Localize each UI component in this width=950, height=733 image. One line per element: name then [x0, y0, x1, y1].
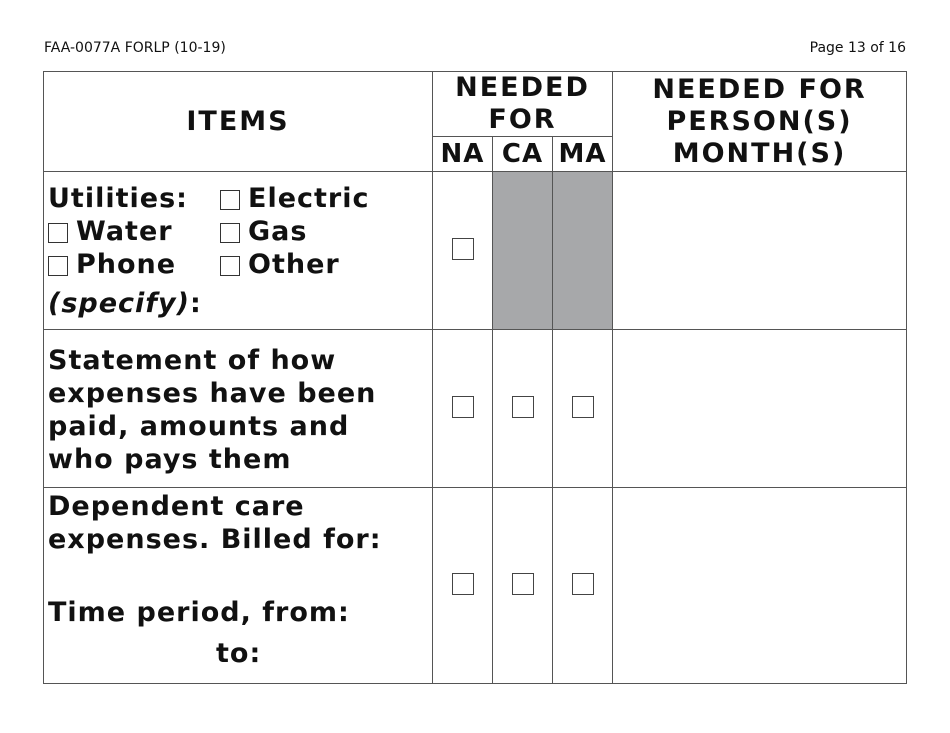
form-id: FAA-0077A FORLP (10-19) — [44, 40, 226, 56]
ma-header: MA — [553, 137, 613, 172]
specify-colon: : — [190, 288, 202, 319]
time-period-label: Time period, from: — [48, 597, 350, 628]
electric-label: Electric — [248, 183, 370, 214]
dependent-person-month-field[interactable] — [613, 488, 907, 684]
electric-option[interactable] — [220, 182, 370, 215]
person-line3: MONTH(S) — [672, 137, 847, 169]
statement-cell — [44, 330, 433, 488]
statement-line4: who pays them — [48, 444, 292, 475]
gas-label: Gas — [248, 216, 308, 247]
statement-ca-checkbox[interactable] — [512, 396, 534, 418]
gas-checkbox[interactable] — [220, 223, 240, 243]
na-header: NA — [433, 137, 493, 172]
statement-na-checkbox[interactable] — [452, 396, 474, 418]
utilities-ma-shaded — [553, 172, 613, 330]
person-line2: PERSON(S) — [666, 105, 853, 137]
phone-checkbox[interactable] — [48, 256, 68, 276]
ca-header: CA — [493, 137, 553, 172]
items-header: ITEMS — [44, 72, 433, 172]
table-row-statement — [44, 330, 907, 488]
dependent-line2: expenses. Billed for: — [48, 524, 382, 555]
specify-label: (specify) — [48, 288, 190, 319]
utilities-cell — [44, 172, 433, 330]
water-label: Water — [76, 216, 173, 247]
dependent-ca-checkbox[interactable] — [512, 573, 534, 595]
gas-option[interactable] — [220, 215, 370, 248]
utilities-na-checkbox[interactable] — [452, 238, 474, 260]
to-label: to: — [216, 638, 262, 669]
table-row-dependent-care — [44, 488, 907, 684]
water-checkbox[interactable] — [48, 223, 68, 243]
dependent-ma-cell — [553, 488, 613, 684]
statement-ma-cell — [553, 330, 613, 488]
statement-na-cell — [433, 330, 493, 488]
other-checkbox[interactable] — [220, 256, 240, 276]
table-row-utilities — [44, 172, 907, 330]
utilities-ca-shaded — [493, 172, 553, 330]
dependent-na-checkbox[interactable] — [452, 573, 474, 595]
statement-person-month-field[interactable] — [613, 330, 907, 488]
page-number: Page 13 of 16 — [809, 40, 906, 56]
dependent-cell — [44, 488, 433, 684]
dependent-line1: Dependent care — [48, 491, 305, 522]
statement-line2: expenses have been — [48, 378, 377, 409]
other-option[interactable] — [220, 248, 370, 281]
electric-checkbox[interactable] — [220, 190, 240, 210]
person-line1: NEEDED FOR — [652, 73, 867, 105]
dependent-ca-cell — [493, 488, 553, 684]
statement-ma-checkbox[interactable] — [572, 396, 594, 418]
water-option[interactable] — [48, 215, 220, 248]
needed-for-line1: NEEDED — [455, 72, 590, 103]
needed-for-line2: FOR — [488, 104, 557, 135]
statement-line3: paid, amounts and — [48, 411, 350, 442]
dependent-ma-checkbox[interactable] — [572, 573, 594, 595]
items-table — [43, 71, 907, 684]
needed-for-header — [433, 72, 613, 137]
utilities-person-month-field[interactable] — [613, 172, 907, 330]
statement-ca-cell — [493, 330, 553, 488]
dependent-na-cell — [433, 488, 493, 684]
other-label: Other — [248, 249, 340, 280]
needed-for-person-header — [613, 72, 907, 172]
utilities-na-cell — [433, 172, 493, 330]
header-row — [44, 72, 907, 137]
specify-line — [48, 287, 432, 320]
utilities-label: Utilities: — [48, 183, 188, 214]
statement-line1: Statement of how — [48, 345, 337, 376]
phone-option[interactable] — [48, 248, 220, 281]
phone-label: Phone — [76, 249, 177, 280]
